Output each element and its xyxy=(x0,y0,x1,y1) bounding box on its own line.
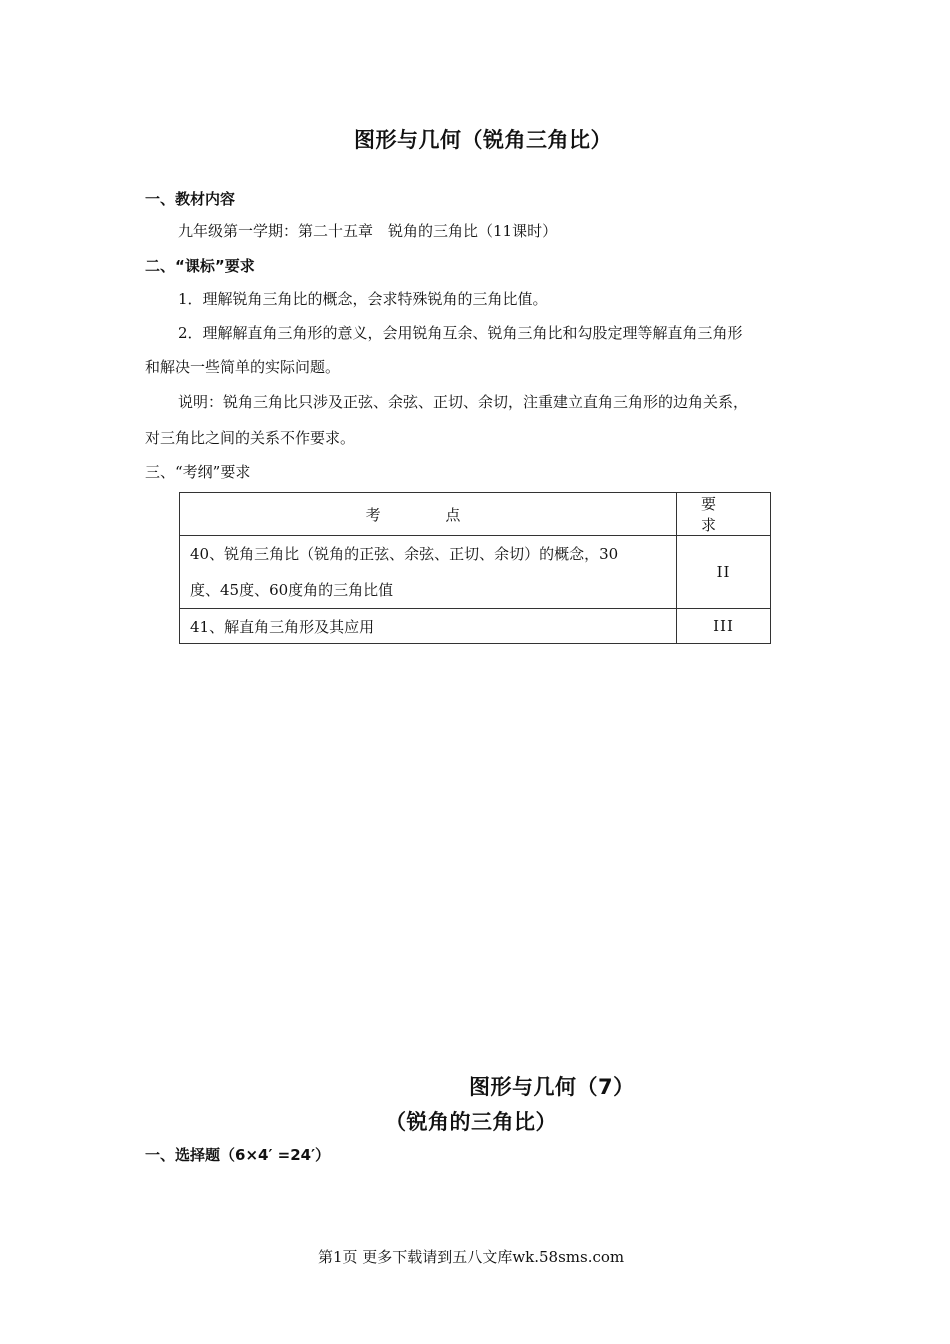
header-point: 考 点 xyxy=(180,493,677,536)
part2-title: 图形与几何（7） xyxy=(469,1075,635,1099)
section2-note-line2: 对三角比之间的关系不作要求。 xyxy=(145,429,356,447)
header-requirement: 要 求 xyxy=(677,493,771,536)
section2-item1: 1．理解锐角三角比的概念，会求特殊锐角的三角比值。 xyxy=(178,290,548,308)
point-line: 度、45度、60度角的三角比值 xyxy=(190,581,394,599)
table-row xyxy=(180,536,771,609)
table-cell-point xyxy=(180,536,677,609)
section2-item2-line2: 和解决一些简单的实际问题。 xyxy=(145,358,341,376)
table-cell-point: 41、解直角三角形及其应用 xyxy=(180,609,677,644)
section1-heading: 一、教材内容 xyxy=(145,190,236,208)
section2-note-line1: 说明：锐角三角比只涉及正弦、余弦、正切、余切，注重建立直角三角形的边角关系， xyxy=(178,393,749,411)
page-footer: 第1页 更多下载请到五八文库wk.58sms.com xyxy=(318,1248,625,1266)
table-cell-requirement: III xyxy=(677,609,771,644)
point-line: 40、锐角三角比（锐角的正弦、余弦、正切、余切）的概念，30 xyxy=(190,545,619,563)
requirements-table xyxy=(179,492,771,644)
section2-item2-line1: 2．理解解直角三角形的意义，会用锐角互余、锐角三角比和勾股定理等解直角三角形 xyxy=(178,324,743,342)
table-row xyxy=(180,609,771,644)
part2-heading: 一、选择题（6×4′ =24′） xyxy=(145,1146,331,1164)
section3-heading: 三、“考纲”要求 xyxy=(145,463,251,481)
table-header-row xyxy=(180,493,771,536)
document-title: 图形与几何（锐角三角比） xyxy=(354,128,612,152)
table-cell-requirement: II xyxy=(677,536,771,609)
part2-subtitle: （锐角的三角比） xyxy=(385,1110,557,1134)
section1-content: 九年级第一学期：第二十五章 锐角的三角比（11课时） xyxy=(178,222,558,240)
section2-heading: 二、“课标”要求 xyxy=(145,257,255,275)
